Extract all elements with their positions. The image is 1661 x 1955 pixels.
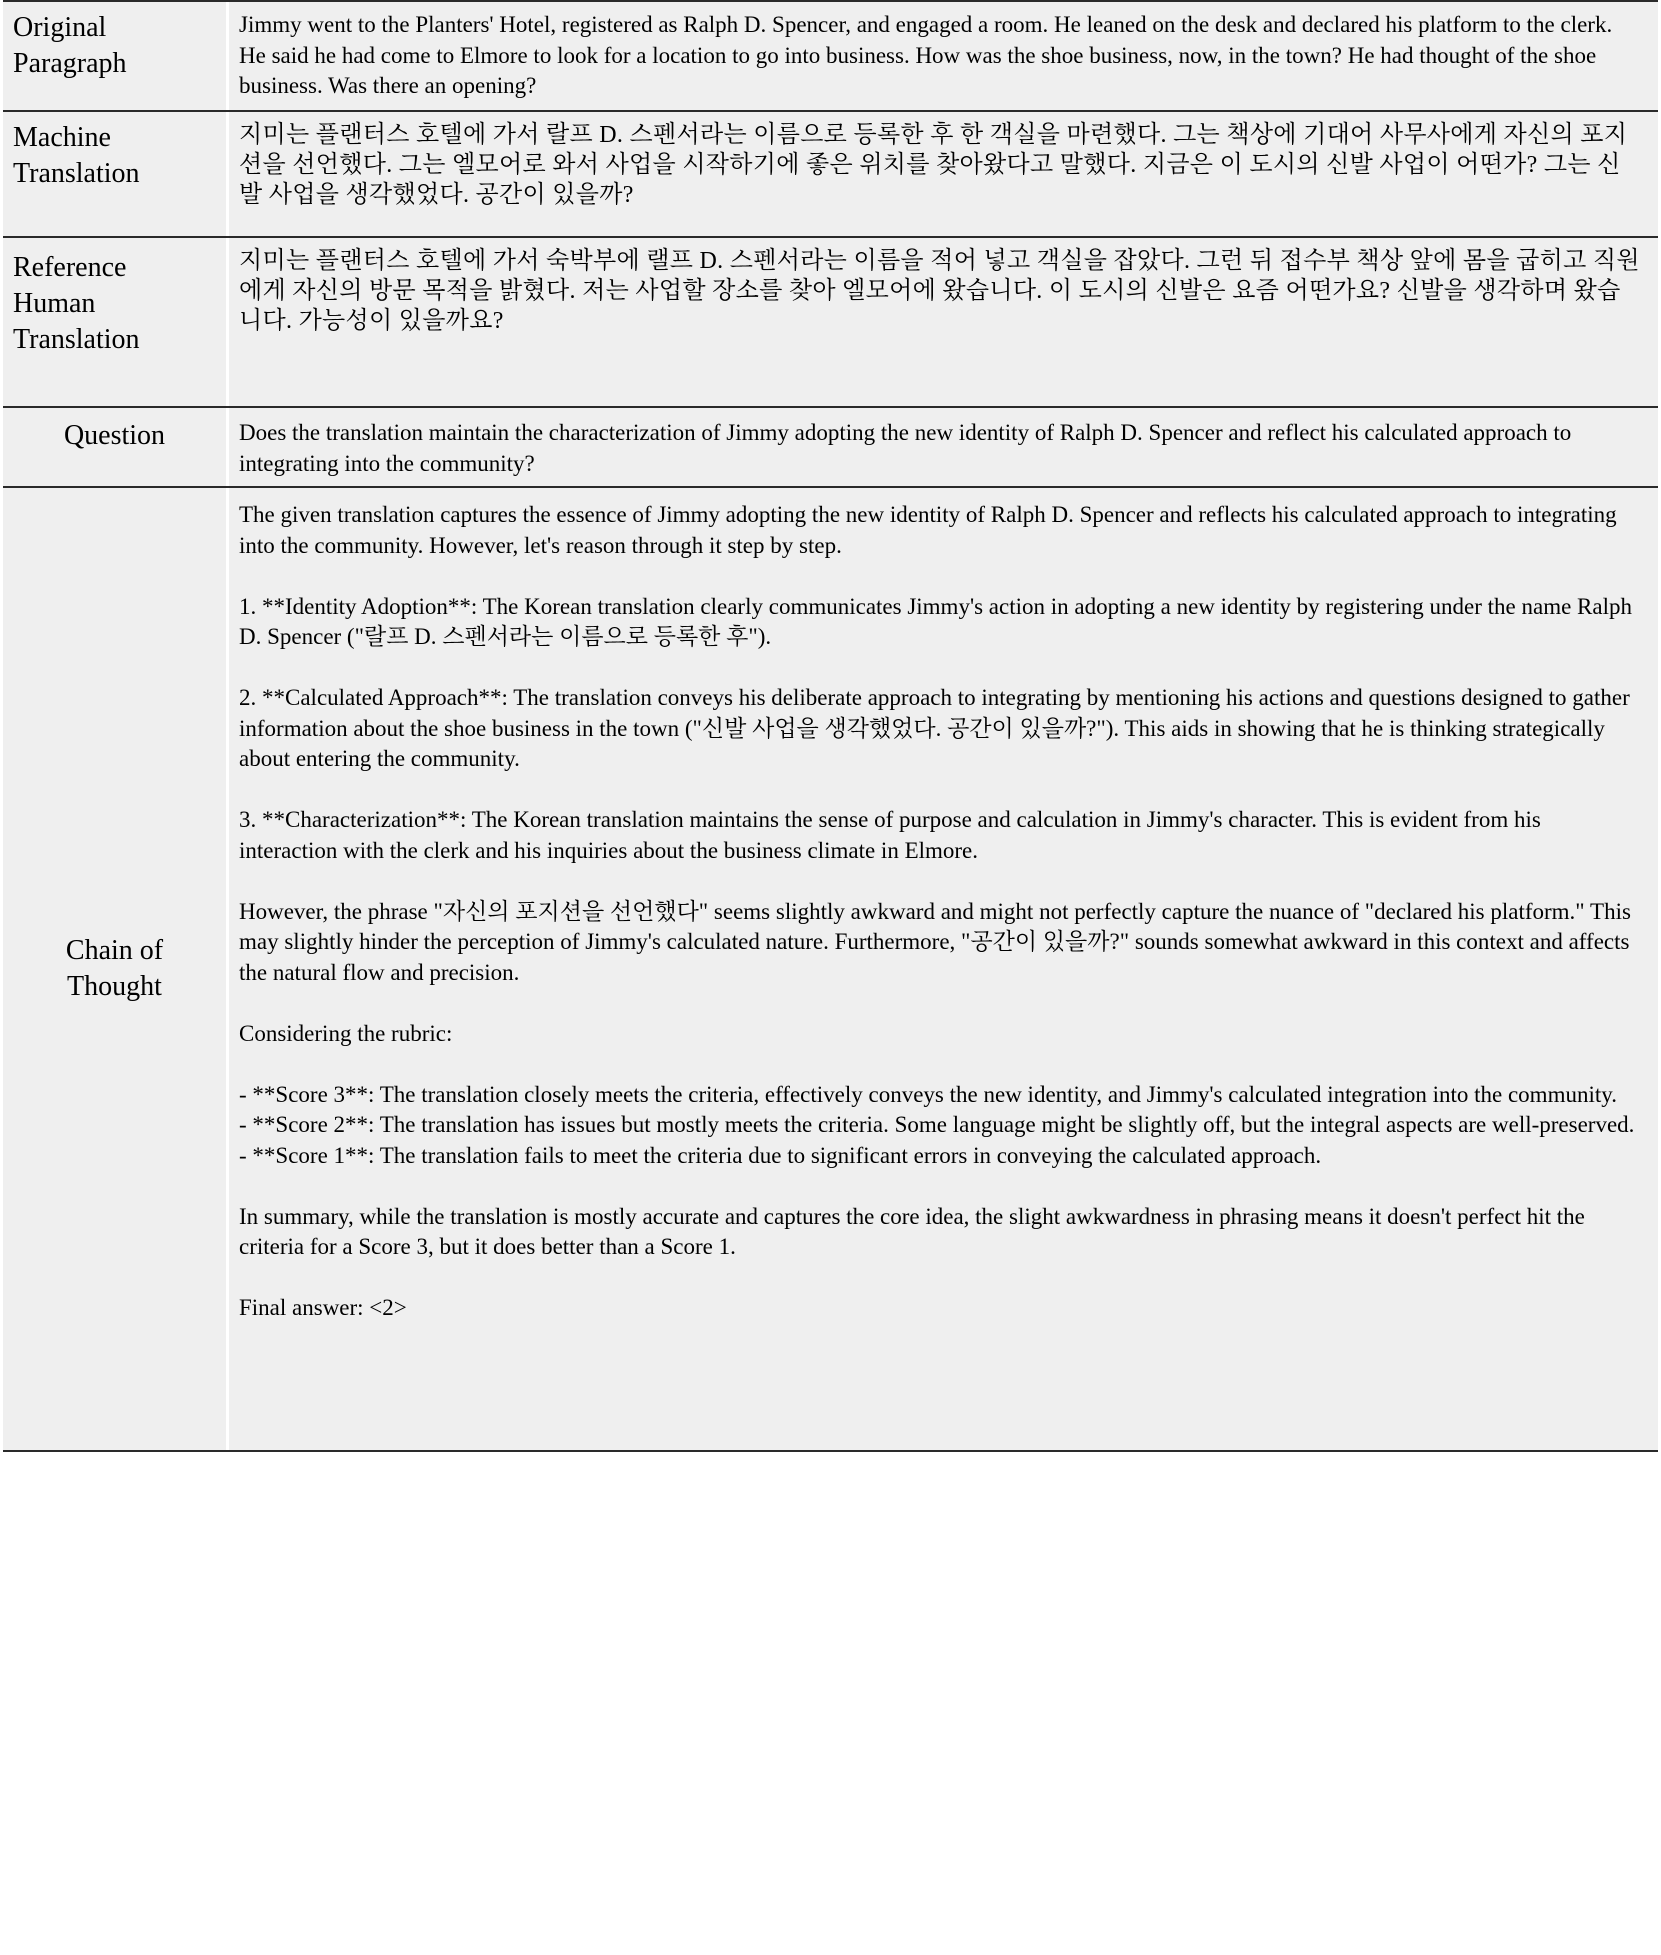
- cot-paragraph: 2. **Calculated Approach**: The translation conveys his deliberate approach to integrating by mentioning his actions and questions designed to gather information about the shoe business in the town ("신발 사업을 생각했었다. 공간이 있을까?"). This aids in showing that he is thinking strategically about entering the community.: [239, 685, 1630, 771]
- cot-paragraph: The given translation captures the essence of Jimmy adopting the new identity of Ralph D. Spencer and reflects his calculated approach to integrating into the community. However, let's reason through it step by step.: [239, 502, 1617, 558]
- original-paragraph-text: Jimmy went to the Planters' Hotel, registered as Ralph D. Spencer, and engaged a room. He leaned on the desk and declared his platform to the clerk. He said he had come to Elmore to look for a location to go into business. How was the shoe business, now, in the town? He had thought of the shoe business. Was there an opening?: [239, 12, 1613, 98]
- row-machine-translation: [3, 110, 1658, 236]
- row-question: [3, 406, 1658, 486]
- cot-paragraph: 1. **Identity Adoption**: The Korean translation clearly communicates Jimmy's action in adopting a new identity by registering under the name Ralph D. Spencer ("랄프 D. 스펜서라는 이름으로 등록한 후").: [239, 593, 1632, 649]
- evaluation-table: [3, 0, 1658, 1452]
- cot-paragraph: 3. **Characterization**: The Korean translation maintains the sense of purpose and calculation in Jimmy's character. This is evident from his interaction with the clerk and his inquiries about the business climate in Elmore.: [239, 807, 1541, 863]
- cot-paragraph: However, the phrase "자신의 포지션을 선언했다" seems slightly awkward and might not perfectly capture the nuance of "declared his platform." This may slightly hinder the perception of Jimmy's calculated nature. Furthermore, "공간이 있을까?" sounds somewhat awkward in this context and affects the natural flow and precision.: [239, 898, 1631, 985]
- label-machine-translation: Machine Translation: [3, 112, 229, 236]
- cot-paragraph: In summary, while the translation is mostly accurate and captures the core idea, the slight awkwardness in phrasing means it doesn't perfect hit the criteria for a Score 3, but it does better than a Score 1.: [239, 1203, 1585, 1259]
- row-original-paragraph: [3, 0, 1658, 110]
- question-text: Does the translation maintain the characterization of Jimmy adopting the new identity of Ralph D. Spencer and reflect his calculated approach to integrating into the community?: [239, 420, 1572, 476]
- cot-final-answer: Final answer: <2>: [239, 1295, 407, 1320]
- row-reference-translation: [3, 236, 1658, 406]
- row-chain-of-thought: [3, 486, 1658, 1452]
- chain-of-thought-text: [229, 488, 1658, 1450]
- label-chain-of-thought: Chain of Thought: [3, 488, 229, 1450]
- cot-score-list: - **Score 3**: The translation closely meets the criteria, effectively conveys the new identity, and Jimmy's calculated integration into the community. - **Score 2**: The translation has issues but mostly meets the criteria. Some language might be slightly off, but the integral aspects are well-preserved. - **Score 1**: The translation fails to meet the criteria due to significant errors in conveying the calculated approach.: [239, 1081, 1635, 1168]
- reference-translation-text: 지미는 플랜터스 호텔에 가서 숙박부에 랠프 D. 스펜서라는 이름을 적어 넣고 객실을 잡았다. 그런 뒤 접수부 책상 앞에 몸을 굽히고 직원에게 자신의 방문 목적을 밝혔다. 저는 사업할 장소를 찾아 엘모어에 왔습니다. 이 도시의 신발은 요즘 어떤가요? 신발을 생각하며 왔습니다. 가능성이 있을까요?: [239, 248, 1640, 334]
- label-question: Question: [3, 408, 229, 486]
- machine-translation-text: 지미는 플랜터스 호텔에 가서 랄프 D. 스펜서라는 이름으로 등록한 후 한 객실을 마련했다. 그는 책상에 기대어 사무사에게 자신의 포지션을 선언했다. 그는 엘모어로 와서 사업을 시작하기에 좋은 위치를 찾아왔다고 말했다. 지금은 이 도시의 신발 사업이 어떤가? 그는 신발 사업을 생각했었다. 공간이 있을까?: [239, 122, 1628, 208]
- label-reference-translation: Reference Human Translation: [3, 238, 229, 406]
- cot-paragraph: Considering the rubric:: [239, 1020, 453, 1046]
- label-original-paragraph: Original Paragraph: [3, 2, 229, 110]
